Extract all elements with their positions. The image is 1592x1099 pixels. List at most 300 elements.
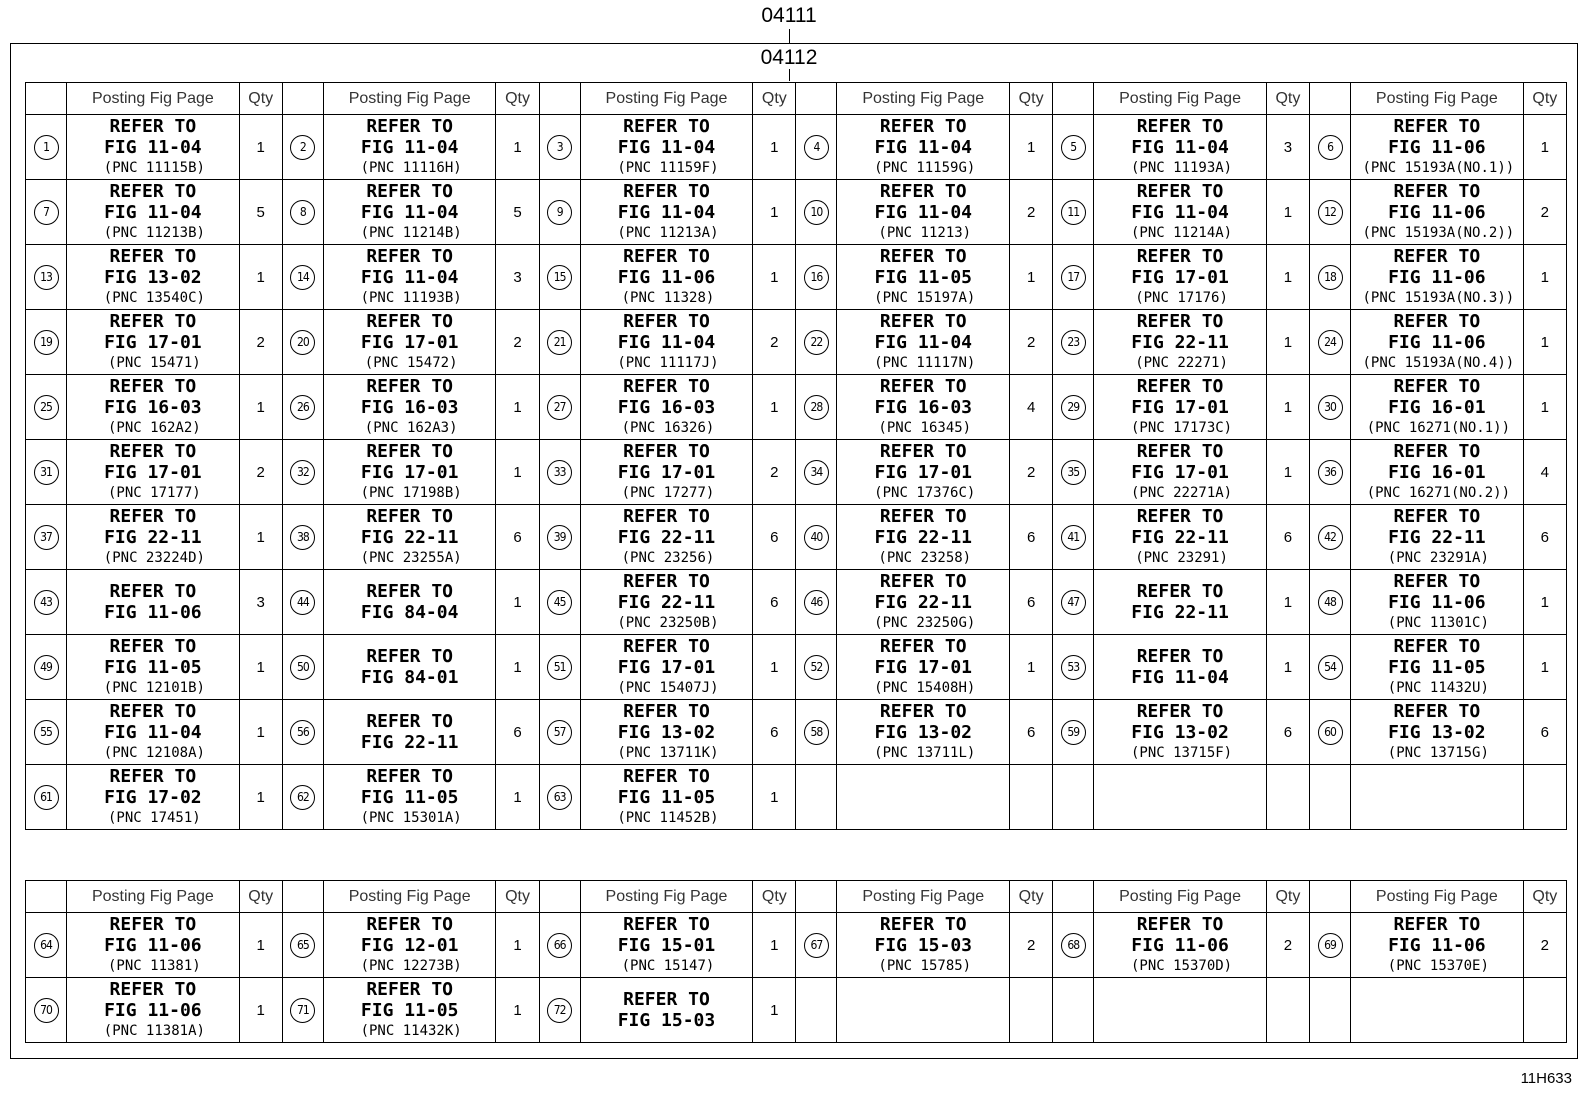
header-posting-fig-page: Posting Fig Page <box>1351 881 1524 913</box>
pnc-text: (PNC 11193A) <box>1130 160 1233 176</box>
circled-ref-number: 23 <box>1061 330 1086 355</box>
refer-to-text: REFER TO <box>109 246 197 267</box>
fig-page-text: FIG 11-05 <box>1388 657 1486 678</box>
refer-to-text: REFER TO <box>366 506 454 527</box>
posting-cell <box>837 180 1010 245</box>
pnc-text: (PNC 13715G) <box>1387 745 1489 761</box>
ref-number-cell <box>26 375 67 440</box>
header-posting-fig-page: Posting Fig Page <box>837 881 1010 913</box>
ref-number-cell <box>26 505 67 570</box>
ref-number-cell <box>1053 115 1094 180</box>
pnc-text: (PNC 11381A) <box>103 1023 205 1039</box>
ref-number-cell <box>796 505 837 570</box>
circled-ref-number: 47 <box>1061 590 1086 615</box>
pnc-text: (PNC 13715F) <box>1130 745 1233 761</box>
qty-cell: 1 <box>239 115 282 180</box>
header-posting-fig-page: Posting Fig Page <box>67 83 240 115</box>
circled-ref-number: 44 <box>290 590 315 615</box>
pnc-text: (PNC 16271(NO.1)) <box>1366 420 1510 436</box>
ref-number-cell <box>282 245 323 310</box>
qty-cell: 1 <box>239 765 282 830</box>
header-number-blank <box>539 83 580 115</box>
posting-cell <box>323 375 496 440</box>
qty-cell: 1 <box>239 700 282 765</box>
fig-page-text: FIG 84-04 <box>360 602 459 623</box>
ref-number-cell <box>1309 440 1350 505</box>
fig-page-text: FIG 13-02 <box>874 722 973 743</box>
qty-cell: 1 <box>1523 115 1566 180</box>
table-row <box>26 700 1567 765</box>
ref-number-cell <box>26 765 67 830</box>
fig-page-text: FIG 15-03 <box>874 935 973 956</box>
header-qty: Qty <box>1010 881 1053 913</box>
circled-ref-number: 60 <box>1318 720 1343 745</box>
qty-cell: 1 <box>753 978 796 1043</box>
table-row <box>26 180 1567 245</box>
circled-ref-number: 66 <box>547 933 572 958</box>
pnc-text: (PNC 15785) <box>878 958 972 974</box>
refer-to-text: REFER TO <box>1136 506 1224 527</box>
refer-to-text: REFER TO <box>1393 571 1481 592</box>
fig-page-text: FIG 13-02 <box>1388 722 1486 743</box>
circled-ref-number: 29 <box>1061 395 1086 420</box>
refer-to-text: REFER TO <box>623 116 710 137</box>
refer-to-text: REFER TO <box>879 636 967 657</box>
fig-page-text: FIG 17-01 <box>360 462 459 483</box>
header-number-blank <box>539 881 580 913</box>
posting-cell <box>67 570 240 635</box>
pnc-text: (PNC 11117J) <box>617 355 719 371</box>
pnc-text: (PNC 11213B) <box>103 225 205 241</box>
refer-to-text: REFER TO <box>623 701 710 722</box>
fig-page-text: FIG 11-04 <box>104 202 202 223</box>
pnc-text: (PNC 23256) <box>621 550 715 566</box>
circled-ref-number: 3 <box>547 135 572 160</box>
ref-number-cell <box>1053 245 1094 310</box>
ref-number-cell <box>1309 375 1350 440</box>
fig-page-text: FIG 11-06 <box>1131 935 1229 956</box>
posting-cell <box>837 765 1010 830</box>
header-posting-fig-page: Posting Fig Page <box>323 83 496 115</box>
qty-cell: 2 <box>1010 440 1053 505</box>
qty-cell: 1 <box>496 635 539 700</box>
ref-number-cell <box>1309 635 1350 700</box>
fig-page-text: FIG 11-04 <box>1131 667 1229 688</box>
qty-cell: 2 <box>1010 310 1053 375</box>
ref-number-cell <box>1309 245 1350 310</box>
circled-ref-number: 27 <box>547 395 572 420</box>
ref-number-cell <box>796 310 837 375</box>
fig-page-text: FIG 11-06 <box>1388 137 1486 158</box>
ref-number-cell <box>539 635 580 700</box>
circled-ref-number: 11 <box>1061 200 1086 225</box>
leader-line-inner <box>789 69 790 81</box>
pnc-text: (PNC 23291A) <box>1387 550 1489 566</box>
refer-to-text: REFER TO <box>623 181 710 202</box>
qty-cell: 6 <box>753 570 796 635</box>
fig-page-text: FIG 11-06 <box>104 935 202 956</box>
circled-ref-number: 49 <box>34 655 59 680</box>
pnc-text: (PNC 11328) <box>621 290 715 306</box>
fig-page-text: FIG 17-01 <box>1131 397 1229 418</box>
qty-cell <box>1010 765 1053 830</box>
header-number-blank <box>1053 83 1094 115</box>
pnc-text: (PNC 162A2) <box>108 420 201 436</box>
circled-ref-number: 24 <box>1318 330 1343 355</box>
qty-cell: 1 <box>239 505 282 570</box>
posting-cell <box>1351 913 1524 978</box>
ref-number-cell <box>1309 310 1350 375</box>
posting-cell <box>1094 245 1267 310</box>
qty-cell: 6 <box>753 505 796 570</box>
circled-ref-number: 67 <box>804 933 829 958</box>
circled-ref-number: 10 <box>804 200 829 225</box>
refer-to-text: REFER TO <box>1136 701 1224 722</box>
pnc-text: (PNC 15193A(NO.3)) <box>1362 290 1515 306</box>
leader-line-top <box>789 29 790 43</box>
circled-ref-number: 32 <box>290 460 315 485</box>
qty-cell: 6 <box>1523 700 1566 765</box>
ref-number-cell <box>539 765 580 830</box>
table-row <box>26 635 1567 700</box>
qty-cell: 1 <box>753 115 796 180</box>
fig-page-text: FIG 11-05 <box>360 787 459 808</box>
fig-page-text: FIG 11-06 <box>1388 332 1486 353</box>
qty-cell: 6 <box>496 700 539 765</box>
qty-cell: 1 <box>1266 375 1309 440</box>
ref-number-cell <box>26 978 67 1043</box>
posting-cell <box>67 505 240 570</box>
refer-to-text: REFER TO <box>366 646 454 667</box>
table-row <box>26 978 1567 1043</box>
qty-cell: 3 <box>239 570 282 635</box>
circled-ref-number: 72 <box>547 998 572 1023</box>
refer-to-text: REFER TO <box>366 311 454 332</box>
posting-cell <box>1351 115 1524 180</box>
ref-number-cell <box>1053 440 1094 505</box>
part-number-top: 04111 <box>761 4 817 27</box>
posting-cell <box>1094 375 1267 440</box>
pnc-text: (PNC 11452B) <box>617 810 719 826</box>
refer-to-text: REFER TO <box>109 914 197 935</box>
refer-to-text: REFER TO <box>1136 181 1224 202</box>
ref-number-cell <box>796 375 837 440</box>
qty-cell: 1 <box>496 115 539 180</box>
circled-ref-number: 69 <box>1318 933 1343 958</box>
pnc-text: (PNC 17376C) <box>874 485 976 501</box>
part-number-inner: 04112 <box>760 46 818 69</box>
fig-page-text: FIG 11-04 <box>360 137 459 158</box>
qty-cell <box>1523 765 1566 830</box>
circled-ref-number: 12 <box>1318 200 1343 225</box>
posting-cell <box>1094 570 1267 635</box>
qty-cell: 6 <box>1010 505 1053 570</box>
refer-to-text: REFER TO <box>879 311 967 332</box>
circled-ref-number: 19 <box>34 330 59 355</box>
posting-cell <box>837 570 1010 635</box>
posting-cell <box>323 115 496 180</box>
ref-number-cell <box>1309 765 1350 830</box>
circled-ref-number: 63 <box>547 785 572 810</box>
qty-cell: 6 <box>1010 570 1053 635</box>
posting-cell <box>837 375 1010 440</box>
fig-page-text: FIG 22-11 <box>1388 527 1486 548</box>
posting-cell <box>580 978 753 1043</box>
fig-page-text: FIG 17-01 <box>1131 267 1229 288</box>
ref-number-cell <box>282 440 323 505</box>
refer-to-text: REFER TO <box>1136 376 1224 397</box>
ref-number-cell <box>796 115 837 180</box>
qty-cell: 1 <box>1010 635 1053 700</box>
posting-cell <box>323 310 496 375</box>
posting-cell <box>837 700 1010 765</box>
circled-ref-number: 1 <box>34 135 59 160</box>
posting-cell <box>1351 978 1524 1043</box>
qty-cell: 3 <box>496 245 539 310</box>
posting-cell <box>67 375 240 440</box>
header-posting-fig-page: Posting Fig Page <box>837 83 1010 115</box>
pnc-text: (PNC 13711K) <box>617 745 719 761</box>
pnc-text: (PNC 15370E) <box>1387 958 1489 974</box>
refer-to-text: REFER TO <box>879 376 967 397</box>
circled-ref-number: 46 <box>804 590 829 615</box>
ref-number-cell <box>1309 180 1350 245</box>
posting-cell <box>1351 700 1524 765</box>
circled-ref-number: 41 <box>1061 525 1086 550</box>
refer-to-text: REFER TO <box>879 181 967 202</box>
circled-ref-number: 43 <box>34 590 59 615</box>
fig-page-text: FIG 16-03 <box>360 397 459 418</box>
posting-cell <box>1094 180 1267 245</box>
pnc-text: (PNC 17176) <box>1135 290 1228 306</box>
refer-to-text: REFER TO <box>109 979 197 1000</box>
qty-cell: 1 <box>753 245 796 310</box>
circled-ref-number: 25 <box>34 395 59 420</box>
ref-number-cell <box>282 375 323 440</box>
ref-number-cell <box>1309 913 1350 978</box>
circled-ref-number: 35 <box>1061 460 1086 485</box>
qty-cell: 1 <box>1266 310 1309 375</box>
qty-cell: 1 <box>496 570 539 635</box>
posting-cell <box>1094 700 1267 765</box>
pnc-text: (PNC 11432U) <box>1387 680 1489 696</box>
pnc-text: (PNC 23250B) <box>617 615 719 631</box>
refer-to-text: REFER TO <box>109 581 197 602</box>
fig-page-text: FIG 13-02 <box>104 267 202 288</box>
fig-page-text: FIG 11-04 <box>360 267 459 288</box>
refer-to-text: REFER TO <box>109 376 197 397</box>
posting-cell <box>67 978 240 1043</box>
posting-cell <box>67 115 240 180</box>
posting-cell <box>837 115 1010 180</box>
ref-number-cell <box>539 570 580 635</box>
ref-number-cell <box>282 115 323 180</box>
pnc-text: (PNC 13711L) <box>874 745 976 761</box>
qty-cell: 1 <box>1266 440 1309 505</box>
qty-cell: 1 <box>239 375 282 440</box>
posting-cell <box>580 440 753 505</box>
header-number-blank <box>26 881 67 913</box>
fig-page-text: FIG 22-11 <box>1131 527 1229 548</box>
fig-page-text: FIG 11-04 <box>617 332 716 353</box>
qty-cell: 2 <box>753 440 796 505</box>
fig-page-text: FIG 11-04 <box>1131 202 1229 223</box>
fig-page-text: FIG 13-02 <box>1131 722 1229 743</box>
ref-number-cell <box>26 310 67 375</box>
posting-cell <box>1351 245 1524 310</box>
qty-cell: 1 <box>496 375 539 440</box>
pnc-text: (PNC 16345) <box>878 420 972 436</box>
qty-cell: 1 <box>1523 245 1566 310</box>
pnc-text: (PNC 11115B) <box>103 160 205 176</box>
header-qty: Qty <box>496 881 539 913</box>
refer-to-text: REFER TO <box>1393 116 1481 137</box>
posting-cell <box>580 570 753 635</box>
circled-ref-number: 14 <box>290 265 315 290</box>
refer-to-text: REFER TO <box>1136 646 1224 667</box>
fig-page-text: FIG 11-06 <box>104 602 202 623</box>
circled-ref-number: 55 <box>34 720 59 745</box>
header-number-blank <box>1309 83 1350 115</box>
fig-page-text: FIG 16-01 <box>1388 462 1486 483</box>
pnc-text: (PNC 17173C) <box>1130 420 1233 436</box>
ref-number-cell <box>1309 505 1350 570</box>
header-qty: Qty <box>753 83 796 115</box>
fig-page-text: FIG 16-03 <box>874 397 973 418</box>
qty-cell: 4 <box>1523 440 1566 505</box>
refer-to-text: REFER TO <box>879 246 967 267</box>
pnc-text: (PNC 15193A(NO.4)) <box>1362 355 1515 371</box>
circled-ref-number: 5 <box>1061 135 1086 160</box>
ref-number-cell <box>1309 570 1350 635</box>
fig-page-text: FIG 22-11 <box>104 527 202 548</box>
posting-cell <box>323 245 496 310</box>
posting-cell <box>1094 635 1267 700</box>
refer-to-text: REFER TO <box>1393 506 1481 527</box>
pnc-text: (PNC 11159G) <box>874 160 976 176</box>
ref-number-cell <box>796 765 837 830</box>
ref-number-cell <box>26 440 67 505</box>
pnc-text: (PNC 11432K) <box>360 1023 462 1039</box>
refer-to-text: REFER TO <box>879 701 967 722</box>
qty-cell: 1 <box>496 978 539 1043</box>
posting-cell <box>1351 375 1524 440</box>
pnc-text: (PNC 15147) <box>621 958 715 974</box>
fig-page-text: FIG 11-04 <box>874 332 973 353</box>
refer-to-text: REFER TO <box>879 571 967 592</box>
ref-number-cell <box>282 635 323 700</box>
ref-number-cell <box>26 570 67 635</box>
qty-cell: 1 <box>753 375 796 440</box>
pnc-text: (PNC 15193A(NO.1)) <box>1362 160 1515 176</box>
fig-page-text: FIG 11-05 <box>617 787 716 808</box>
fig-page-text: FIG 13-02 <box>617 722 716 743</box>
refer-to-text: REFER TO <box>1136 914 1224 935</box>
refer-to-text: REFER TO <box>623 311 710 332</box>
refer-to-text: REFER TO <box>879 441 967 462</box>
posting-cell <box>580 913 753 978</box>
circled-ref-number: 71 <box>290 998 315 1023</box>
refer-to-text: REFER TO <box>1393 246 1481 267</box>
pnc-text: (PNC 23250G) <box>874 615 976 631</box>
posting-cell <box>837 440 1010 505</box>
refer-to-text: REFER TO <box>623 636 710 657</box>
pnc-text: (PNC 17277) <box>621 485 715 501</box>
refer-to-text: REFER TO <box>623 506 710 527</box>
illustration-ref-code: 11H633 <box>1520 1070 1572 1087</box>
header-number-blank <box>1309 881 1350 913</box>
refer-to-text: REFER TO <box>879 914 967 935</box>
qty-cell: 1 <box>496 440 539 505</box>
qty-cell: 1 <box>496 765 539 830</box>
pnc-text: (PNC 11116H) <box>360 160 462 176</box>
reference-table-secondary <box>25 880 1567 1043</box>
posting-cell <box>67 635 240 700</box>
pnc-text: (PNC 23258) <box>878 550 972 566</box>
pnc-text: (PNC 16326) <box>621 420 715 436</box>
refer-to-text: REFER TO <box>109 636 197 657</box>
circled-ref-number: 36 <box>1318 460 1343 485</box>
header-qty: Qty <box>1266 881 1309 913</box>
fig-page-text: FIG 11-06 <box>617 267 716 288</box>
circled-ref-number: 51 <box>547 655 572 680</box>
circled-ref-number: 38 <box>290 525 315 550</box>
table-row <box>26 310 1567 375</box>
posting-cell <box>1351 635 1524 700</box>
qty-cell: 2 <box>239 440 282 505</box>
circled-ref-number: 45 <box>547 590 572 615</box>
circled-ref-number: 31 <box>34 460 59 485</box>
refer-to-text: REFER TO <box>366 711 454 732</box>
refer-to-text: REFER TO <box>109 766 197 787</box>
qty-cell: 2 <box>1010 913 1053 978</box>
fig-page-text: FIG 11-04 <box>104 137 202 158</box>
posting-cell <box>323 700 496 765</box>
fig-page-text: FIG 16-03 <box>617 397 716 418</box>
posting-cell <box>67 245 240 310</box>
circled-ref-number: 17 <box>1061 265 1086 290</box>
table-row <box>26 570 1567 635</box>
fig-page-text: FIG 11-06 <box>104 1000 202 1021</box>
circled-ref-number: 61 <box>34 785 59 810</box>
ref-number-cell <box>1053 375 1094 440</box>
refer-to-text: REFER TO <box>109 441 197 462</box>
ref-number-cell <box>26 115 67 180</box>
circled-ref-number: 37 <box>34 525 59 550</box>
ref-number-cell <box>796 570 837 635</box>
posting-cell <box>837 978 1010 1043</box>
posting-cell <box>67 310 240 375</box>
ref-number-cell <box>539 505 580 570</box>
qty-cell: 1 <box>1010 245 1053 310</box>
ref-number-cell <box>1053 310 1094 375</box>
ref-number-cell <box>26 635 67 700</box>
table-row <box>26 765 1567 830</box>
ref-number-cell <box>539 440 580 505</box>
refer-to-text: REFER TO <box>623 766 710 787</box>
ref-number-cell <box>282 978 323 1043</box>
posting-cell <box>837 310 1010 375</box>
ref-number-cell <box>26 180 67 245</box>
refer-to-text: REFER TO <box>1136 581 1224 602</box>
qty-cell: 4 <box>1010 375 1053 440</box>
circled-ref-number: 40 <box>804 525 829 550</box>
header-posting-fig-page: Posting Fig Page <box>1094 83 1267 115</box>
ref-number-cell <box>1053 765 1094 830</box>
ref-number-cell <box>796 635 837 700</box>
posting-cell <box>1094 440 1267 505</box>
qty-cell: 2 <box>496 310 539 375</box>
